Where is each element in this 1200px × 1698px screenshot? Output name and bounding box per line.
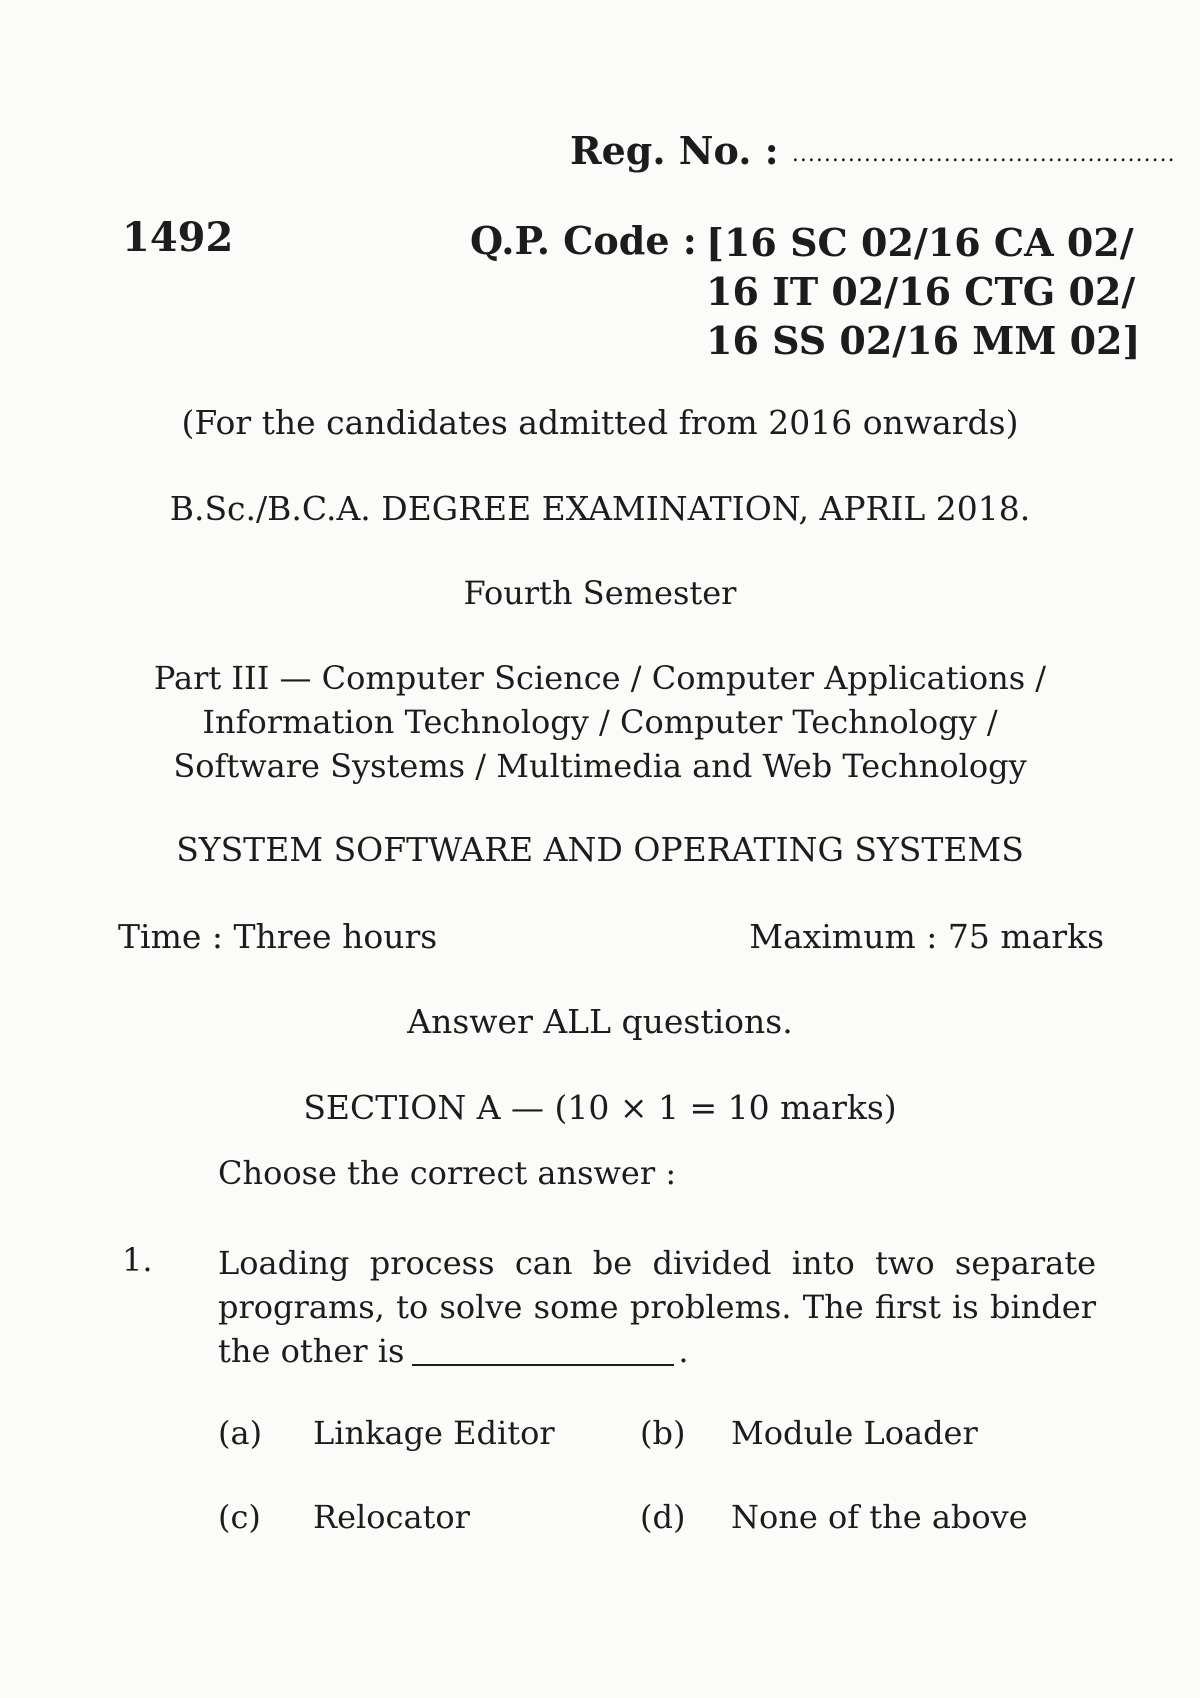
option-text: Linkage Editor bbox=[313, 1414, 555, 1452]
option-text: None of the above bbox=[731, 1498, 1028, 1536]
question-text bbox=[218, 1241, 1096, 1373]
option-letter: (d) bbox=[640, 1498, 686, 1536]
qp-code-line: 16 IT 02/16 CTG 02/ bbox=[706, 269, 1136, 314]
qp-code-values bbox=[706, 218, 1140, 365]
qp-code-label: Q.P. Code : bbox=[470, 218, 697, 263]
option-text: Relocator bbox=[313, 1498, 470, 1536]
maximum-marks: Maximum : 75 marks bbox=[749, 917, 1104, 956]
option-letter: (c) bbox=[218, 1498, 261, 1536]
part-line: Information Technology / Computer Technology / bbox=[202, 703, 998, 741]
qp-code-line: 16 SS 02/16 MM 02] bbox=[706, 318, 1141, 363]
qp-code-line: [16 SC 02/16 CA 02/ bbox=[706, 220, 1134, 265]
exam-title: B.Sc./B.C.A. DEGREE EXAMINATION, APRIL 2018. bbox=[169, 489, 1031, 528]
subject-title: SYSTEM SOFTWARE AND OPERATING SYSTEMS bbox=[176, 830, 1024, 869]
general-instruction: Answer ALL questions. bbox=[407, 1002, 793, 1041]
part-subjects bbox=[0, 656, 1200, 788]
paper-number: 1492 bbox=[122, 214, 234, 261]
answer-blank bbox=[412, 1342, 674, 1366]
section-a-instruction: Choose the correct answer : bbox=[218, 1154, 677, 1192]
question-number: 1. bbox=[122, 1241, 153, 1279]
question-end: . bbox=[678, 1332, 689, 1370]
part-line: Software Systems / Multimedia and Web Technology bbox=[173, 747, 1027, 785]
admission-note: (For the candidates admitted from 2016 onwards) bbox=[181, 403, 1019, 442]
reg-no-field bbox=[570, 128, 1176, 173]
semester: Fourth Semester bbox=[463, 574, 737, 612]
option-letter: (a) bbox=[218, 1414, 263, 1452]
option-letter: (b) bbox=[640, 1414, 686, 1452]
option-text: Module Loader bbox=[731, 1414, 978, 1452]
question-body: Loading process can be divided into two separate programs, to solve some problems. The first is binder the other is bbox=[218, 1244, 1096, 1370]
reg-no-dotted-line: ................................................ bbox=[791, 142, 1176, 167]
reg-no-label: Reg. No. : bbox=[570, 128, 779, 173]
part-line: Part III — Computer Science / Computer Applications / bbox=[153, 659, 1047, 697]
section-a-heading: SECTION A — (10 × 1 = 10 marks) bbox=[303, 1088, 897, 1127]
time-allowed: Time : Three hours bbox=[118, 917, 438, 956]
